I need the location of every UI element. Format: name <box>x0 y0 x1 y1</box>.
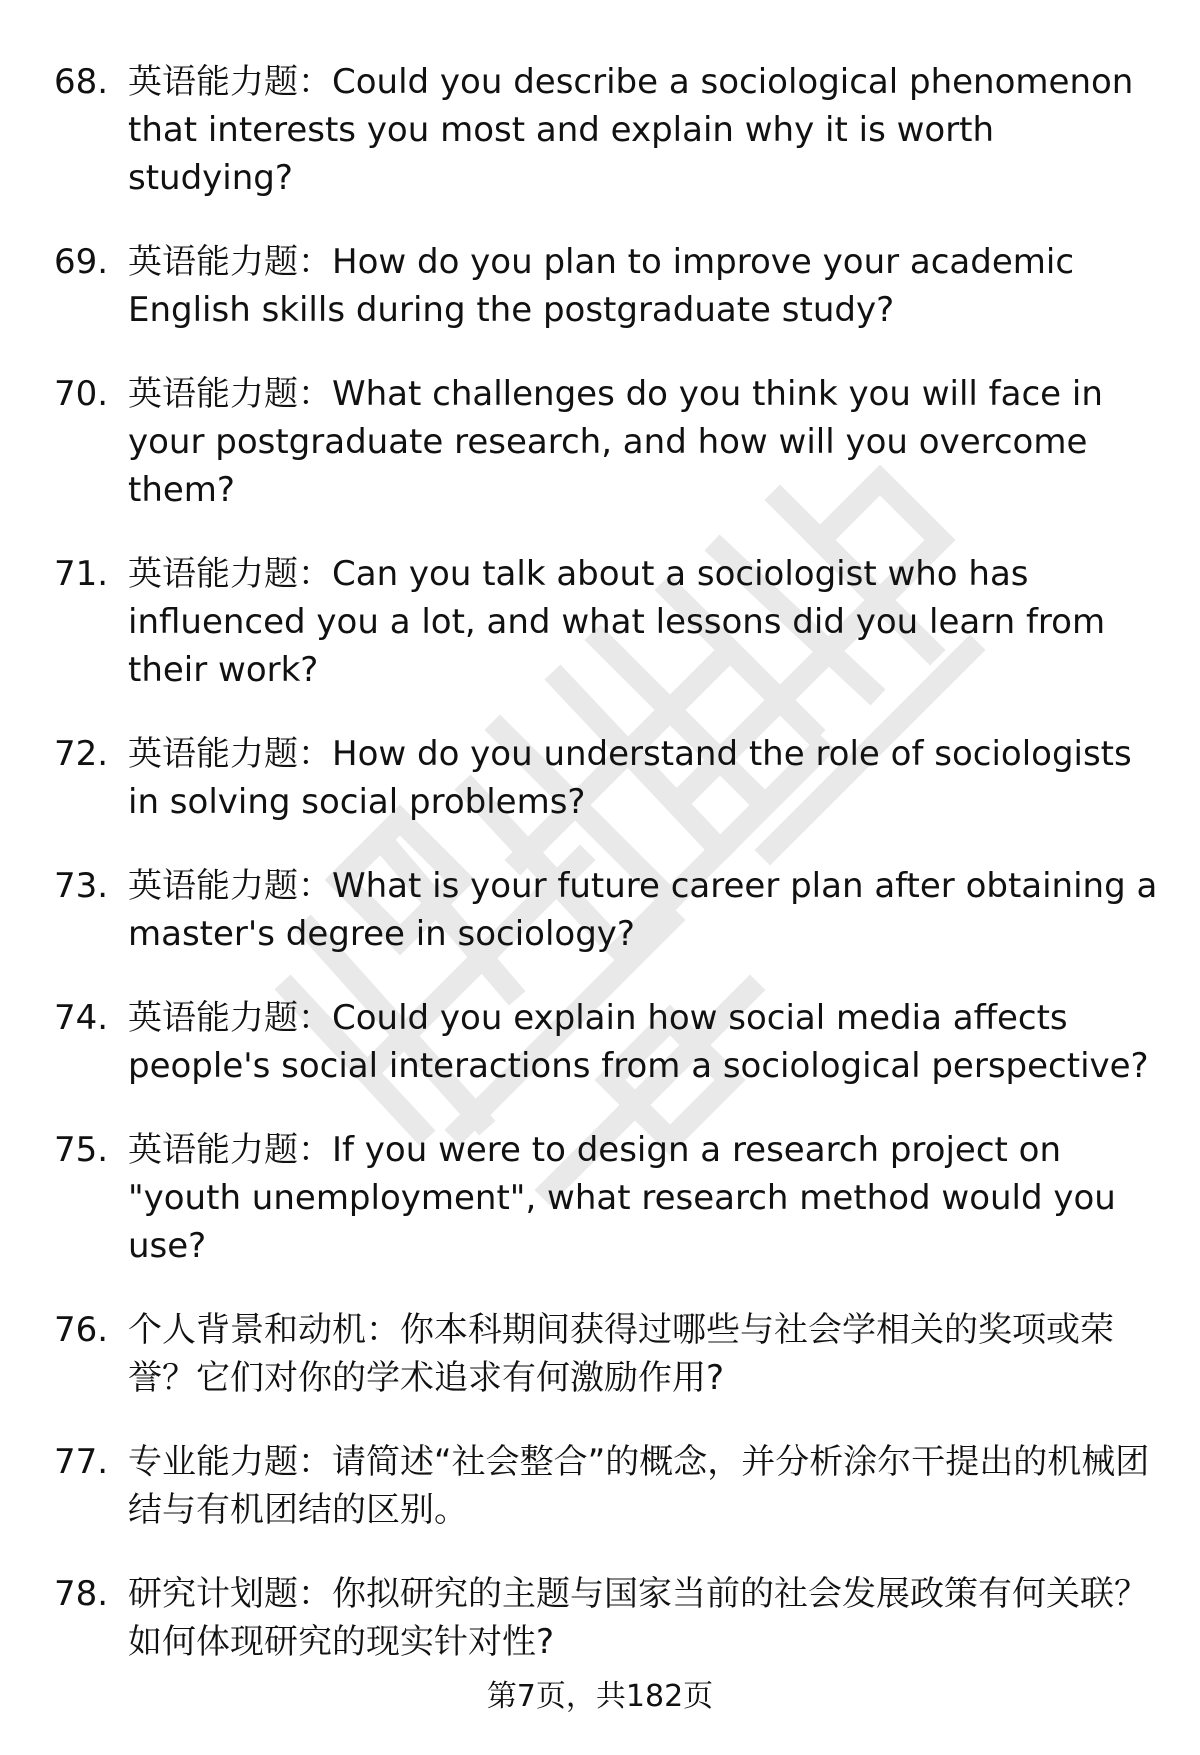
question-text: 英语能力题：Can you talk about a sociologist who has influenced you a lot, and what lessons did you learn from their work? <box>128 554 1106 690</box>
question-item <box>0 58 1200 202</box>
question-text: 英语能力题：What challenges do you think you will face in your postgraduate research, and how will you overcome them? <box>128 374 1103 510</box>
question-item <box>0 370 1200 514</box>
question-item <box>0 1126 1200 1270</box>
question-text: 英语能力题：How do you understand the role of sociologists in solving social problems? <box>128 734 1132 822</box>
question-text: 英语能力题：Could you describe a sociological phenomenon that interests you most and explain why it is worth studying? <box>128 62 1134 198</box>
question-number: 69. <box>54 242 109 282</box>
question-item <box>0 1570 1200 1666</box>
question-number: 76. <box>54 1310 109 1350</box>
question-text: 英语能力题：Could you explain how social media affects people's social interactions from a sociological perspective? <box>128 998 1149 1086</box>
question-item <box>0 1438 1200 1534</box>
page-number: 第7页，共182页 <box>486 1679 714 1714</box>
question-number: 68. <box>54 62 109 102</box>
question-text: 英语能力题：What is your future career plan after obtaining a master's degree in sociology? <box>128 866 1158 954</box>
question-item <box>0 994 1200 1090</box>
question-number: 78. <box>54 1574 109 1614</box>
question-list <box>0 58 1200 1702</box>
question-text: 英语能力题：If you were to design a research project on "youth unemployment", what research method would you use? <box>128 1130 1116 1266</box>
question-text: 个人背景和动机：你本科期间获得过哪些与社会学相关的奖项或荣誉？它们对你的学术追求有何激励作用? <box>128 1310 1114 1398</box>
question-number: 71. <box>54 554 109 594</box>
question-item <box>0 550 1200 694</box>
question-number: 72. <box>54 734 109 774</box>
question-item <box>0 238 1200 334</box>
question-item <box>0 1306 1200 1402</box>
question-number: 77. <box>54 1442 109 1482</box>
question-text: 研究计划题：你拟研究的主题与国家当前的社会发展政策有何关联？如何体现研究的现实针对性? <box>128 1574 1148 1662</box>
question-number: 75. <box>54 1130 109 1170</box>
question-item <box>0 730 1200 826</box>
question-number: 74. <box>54 998 109 1038</box>
question-item <box>0 862 1200 958</box>
question-text: 英语能力题：How do you plan to improve your academic English skills during the postgraduate study? <box>128 242 1075 330</box>
question-number: 70. <box>54 374 109 414</box>
question-text: 专业能力题：请简述“社会整合”的概念，并分析涂尔干提出的机械团结与有机团结的区别。 <box>128 1442 1150 1530</box>
question-number: 73. <box>54 866 109 906</box>
